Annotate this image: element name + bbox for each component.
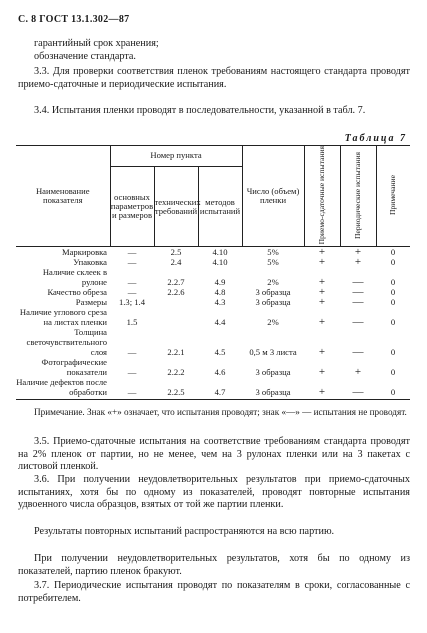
cell-basic: 1.5 bbox=[126, 317, 138, 328]
clause-3-6-b: Результаты повторных испытаний распространяются на всю партию. bbox=[34, 526, 335, 537]
cell-count: 3 образца bbox=[255, 287, 291, 298]
cell-per: — bbox=[352, 316, 364, 329]
col-header-basic: основных параметров и размеров bbox=[110, 166, 154, 247]
cell-methods: 4.6 bbox=[214, 367, 226, 378]
cell-count: 0,5 м 3 листа bbox=[249, 347, 297, 358]
col-header-note: Примечание bbox=[376, 146, 410, 247]
cell-acc: + bbox=[318, 276, 326, 289]
cell-count: 5% bbox=[267, 247, 279, 258]
cell-note: 0 bbox=[390, 317, 396, 328]
cell-note: 0 bbox=[390, 367, 396, 378]
clause-3-3: 3.3. Для проверки соответствия пленок требованиям настоящего стандарта проводят приемо-сдаточные и периодические испытания. bbox=[18, 66, 410, 90]
clause-3-6: 3.6. При получении неудовлетворительных результатов при приемо-сдаточных испытаниях, хотя бы по одному из показателей, проводят повторные испытания удвоенного числа образцов, взятых от той же партии пленки. bbox=[18, 474, 410, 511]
cell-per: — bbox=[352, 296, 364, 309]
cell-methods: 4.4 bbox=[214, 317, 226, 328]
cell-count: 3 образца bbox=[255, 367, 291, 378]
cell-note: 0 bbox=[390, 277, 396, 288]
cell-per: — bbox=[352, 276, 364, 289]
cell-per: — bbox=[340, 377, 376, 400]
cell-per: + bbox=[354, 366, 362, 379]
cell-note: 0 bbox=[390, 247, 396, 258]
col-header-periodic: Периодические испытания bbox=[340, 146, 376, 247]
cell-tech: 2.2.5 bbox=[154, 377, 198, 400]
cell-note: 0 bbox=[390, 287, 396, 298]
clause-3-5: 3.5. Приемо-сдаточные испытания на соответствие требованиям стандарта проводят на 2% пленок от партии, но не менее, чем на 3 рулонах пленки или на 3 пакетах с листовой пленкой. bbox=[18, 436, 410, 473]
table-row bbox=[16, 377, 410, 400]
table-7 bbox=[16, 145, 410, 400]
cell-basic: — bbox=[127, 347, 137, 358]
cell-note: 0 bbox=[376, 377, 410, 400]
cell-tech: 2.5 bbox=[170, 247, 182, 258]
cell-name: Толщина светочувствительного слоя bbox=[26, 327, 107, 358]
cell-tech: 2.4 bbox=[170, 257, 182, 268]
cell-acc: + bbox=[318, 286, 326, 299]
cell-name: Качество обреза bbox=[47, 287, 107, 298]
cell-acc: + bbox=[304, 377, 340, 400]
cell-tech: 2.2.6 bbox=[167, 287, 185, 298]
cell-tech bbox=[154, 307, 198, 327]
col-header-item: Номер пункта bbox=[110, 146, 242, 167]
cell-methods: 4.5 bbox=[214, 347, 226, 358]
page-header: С. 8 ГОСТ 13.1.302—87 bbox=[18, 14, 130, 25]
col-header-count: Число (объем) пленки bbox=[242, 146, 304, 247]
col-header-acceptance: Приемо-сдаточные испытания bbox=[304, 146, 340, 247]
table-caption: Таблица 7 bbox=[344, 133, 407, 144]
col-header-methods: методов испытаний bbox=[198, 166, 242, 247]
cell-name: Маркировка bbox=[61, 247, 107, 258]
cell-name: Упаковка bbox=[73, 257, 107, 268]
cell-basic: 1.3; 1.4 bbox=[118, 297, 146, 308]
cell-methods: 4.9 bbox=[214, 277, 226, 288]
cell-note: 0 bbox=[390, 297, 396, 308]
table-note: Примечание. Знак «+» означает, что испытания проводят; знак «—» — испытания не проводят. bbox=[34, 407, 407, 417]
table-row bbox=[16, 267, 410, 287]
cell-count: 3 образца bbox=[242, 377, 304, 400]
clause-3-6-c: При получении неудовлетворительных результатов, хотя бы по одному из показателей, партию пленок бракуют. bbox=[18, 553, 410, 577]
cell-acc: + bbox=[318, 256, 326, 269]
cell-per: — bbox=[352, 286, 364, 299]
cell-basic: — bbox=[110, 377, 154, 400]
cell-methods: 4.7 bbox=[198, 377, 242, 400]
cell-per: + bbox=[354, 246, 362, 259]
col-header-tech: технических требований bbox=[154, 166, 198, 247]
cell-note: 0 bbox=[390, 257, 396, 268]
cell-basic: — bbox=[127, 367, 137, 378]
intro-line-1: гарантийный срок хранения; bbox=[34, 38, 159, 49]
cell-methods: 4.10 bbox=[212, 247, 228, 258]
cell-tech: 2.2.1 bbox=[167, 347, 185, 358]
cell-methods: 4.8 bbox=[214, 287, 226, 298]
cell-name: Наличие склеек в рулоне bbox=[42, 267, 107, 288]
table-row bbox=[16, 357, 410, 377]
cell-acc: + bbox=[318, 366, 326, 379]
cell-methods: 4.10 bbox=[212, 257, 228, 268]
cell-name: Наличие углового среза на листах пленки bbox=[19, 307, 107, 328]
table-row bbox=[16, 327, 410, 357]
cell-acc: + bbox=[318, 316, 326, 329]
cell-basic: — bbox=[127, 247, 137, 258]
cell-name: Наличие дефектов после обработки bbox=[16, 377, 110, 400]
cell-count: 2% bbox=[267, 277, 279, 288]
table-row bbox=[16, 287, 410, 297]
cell-name: Размеры bbox=[75, 297, 107, 308]
cell-basic: — bbox=[127, 257, 137, 268]
clause-3-7: 3.7. Периодические испытания проводят по показателям в сроки, согласованные с потребителем. bbox=[18, 580, 410, 604]
cell-methods: 4.3 bbox=[214, 297, 226, 308]
cell-tech: 2.2.2 bbox=[167, 367, 185, 378]
cell-count: 5% bbox=[267, 257, 279, 268]
cell-per: — bbox=[352, 346, 364, 359]
clause-3-4: 3.4. Испытания пленки проводят в последовательности, указанной в табл. 7. bbox=[34, 105, 366, 116]
col-header-name: Наименование показателя bbox=[16, 146, 110, 247]
table-row bbox=[16, 307, 410, 327]
cell-per: + bbox=[354, 256, 362, 269]
cell-note: 0 bbox=[390, 347, 396, 358]
cell-acc: + bbox=[318, 296, 326, 309]
table-row bbox=[16, 297, 410, 307]
cell-basic: — bbox=[127, 287, 137, 298]
cell-acc: + bbox=[318, 246, 326, 259]
cell-basic: — bbox=[127, 277, 137, 288]
cell-count: 2% bbox=[267, 317, 279, 328]
cell-count: 3 образца bbox=[255, 297, 291, 308]
table-row bbox=[16, 247, 410, 258]
cell-tech: 2.2.7 bbox=[167, 277, 185, 288]
cell-tech bbox=[154, 297, 198, 307]
cell-name: Фотографические показатели bbox=[41, 357, 107, 378]
intro-line-2: обозначение стандарта. bbox=[34, 51, 136, 62]
cell-acc: + bbox=[318, 346, 326, 359]
table-row bbox=[16, 257, 410, 267]
